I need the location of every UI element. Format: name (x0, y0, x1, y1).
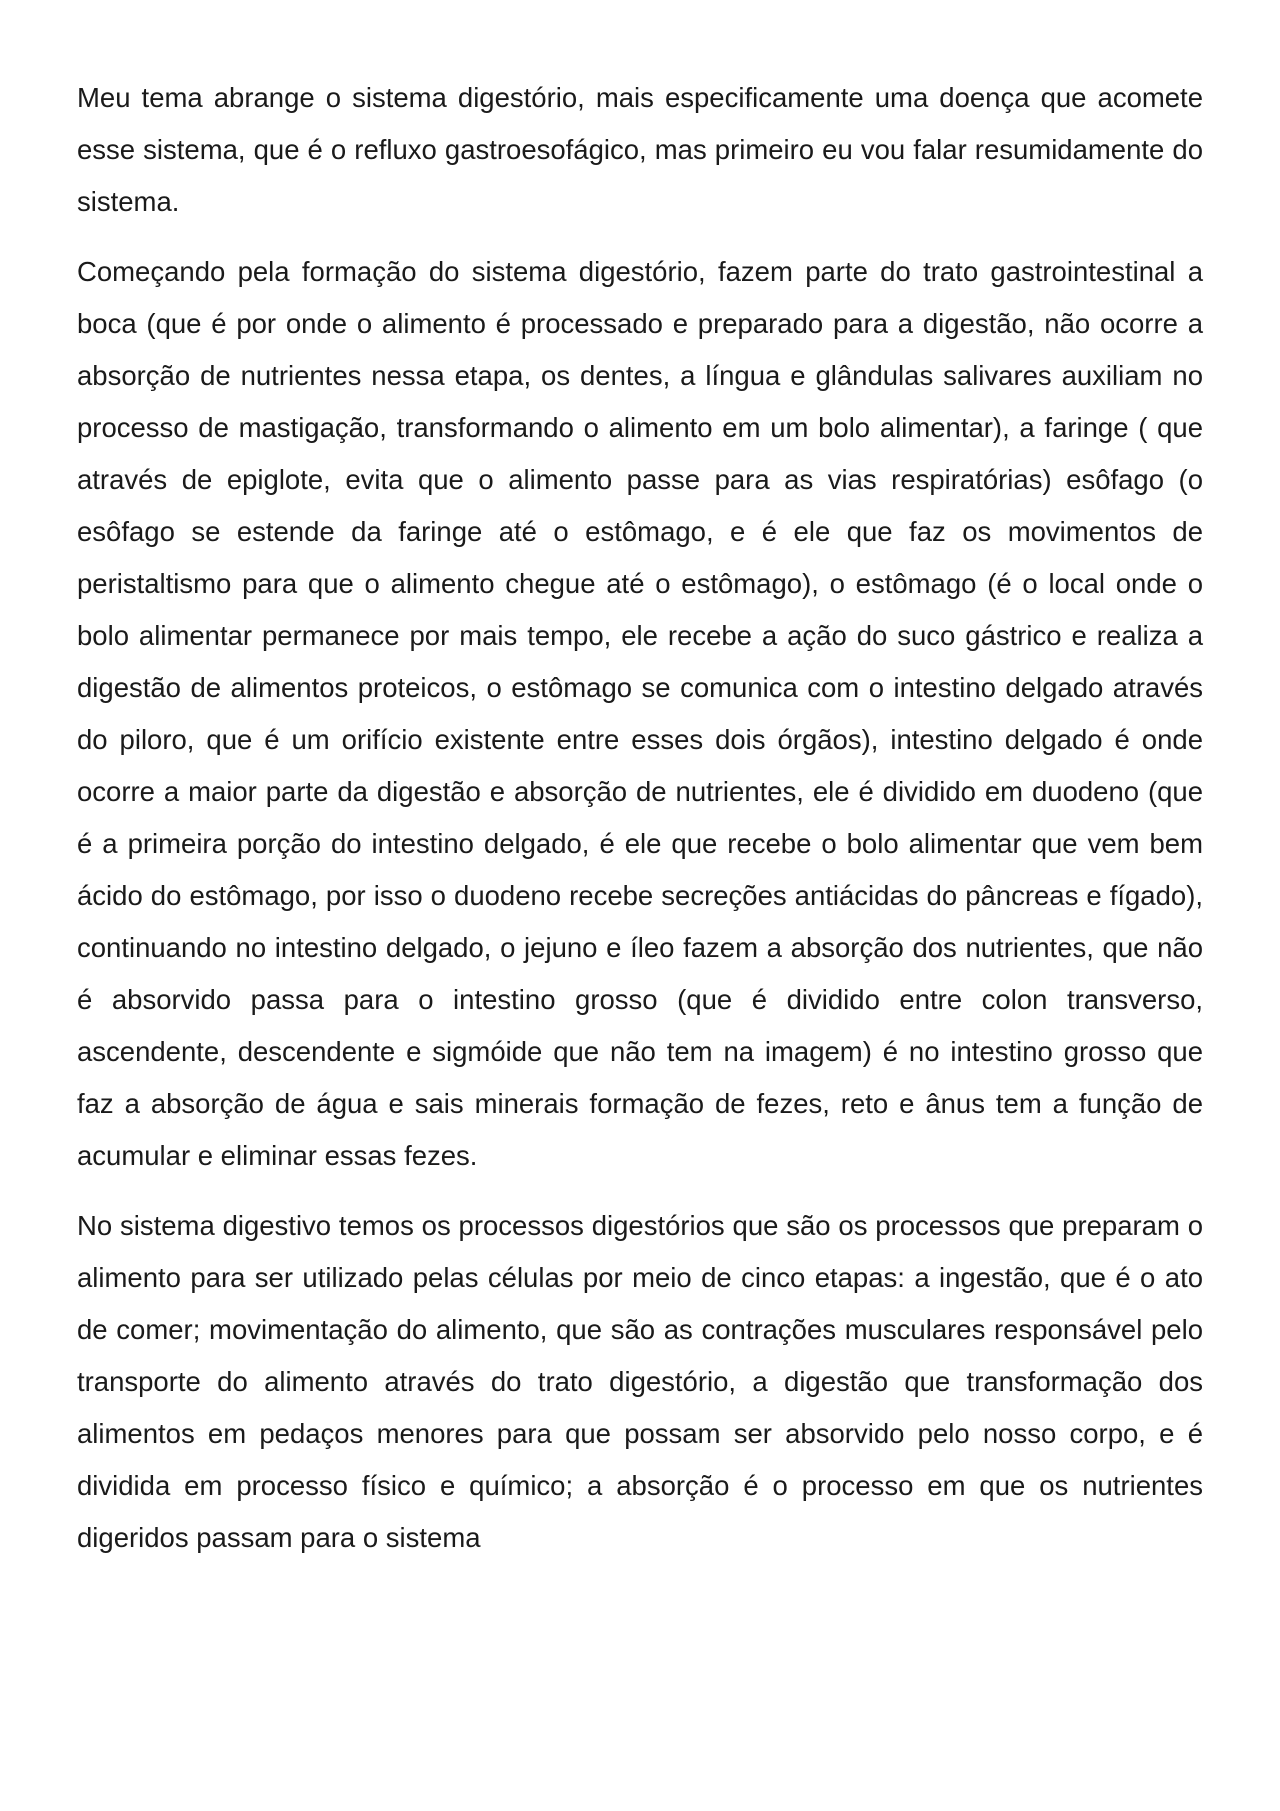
paragraph-processes: No sistema digestivo temos os processos digestórios que são os processos que preparam o alimento para ser utilizado pelas células por meio de cinco etapas: a ingestão, que é o ato de comer; movimentação do alimento, que são as contrações musculares responsável pelo transporte do alimento através do trato digestório, a digestão que transformação dos alimentos em pedaços menores para que possam ser absorvido pelo nosso corpo, e é dividida em processo físico e químico; a absorção é o processo em que os nutrientes digeridos passam para o sistema (77, 1210, 1203, 1553)
paragraph-intro: Meu tema abrange o sistema digestório, mais especificamente uma doença que acomete esse sistema, que é o refluxo gastroesofágico, mas primeiro eu vou falar resumidamente do sistema. (77, 82, 1203, 217)
document-body (77, 72, 1203, 1582)
paragraph-anatomy: Começando pela formação do sistema digestório, fazem parte do trato gastrointestinal a boca (que é por onde o alimento é processado e preparado para a digestão, não ocorre a absorção de nutrientes nessa etapa, os dentes, a língua e glândulas salivares auxiliam no processo de mastigação, transformando o alimento em um bolo alimentar), a faringe ( que através de epiglote, evita que o alimento passe para as vias respiratórias) esôfago (o esôfago se estende da faringe até o estômago, e é ele que faz os movimentos de peristaltismo para que o alimento chegue até o estômago), o estômago (é o local onde o bolo alimentar permanece por mais tempo, ele recebe a ação do suco gástrico e realiza a digestão de alimentos proteicos, o estômago se comunica com o intestino delgado através do piloro, que é um orifício existente entre esses dois órgãos), intestino delgado é onde ocorre a maior parte da digestão e absorção de nutrientes, ele é dividido em duodeno (que é a primeira porção do intestino delgado, é ele que recebe o bolo alimentar que vem bem ácido do estômago, por isso o duodeno recebe secreções antiácidas do pâncreas e fígado), continuando no intestino delgado, o jejuno e íleo fazem a absorção dos nutrientes, que não é absorvido passa para o intestino grosso (que é dividido entre colon transverso, ascendente, descendente e sigmóide que não tem na imagem) é no intestino grosso que faz a absorção de água e sais minerais formação de fezes, reto e ânus tem a função de acumular e eliminar essas fezes. (77, 256, 1203, 1171)
